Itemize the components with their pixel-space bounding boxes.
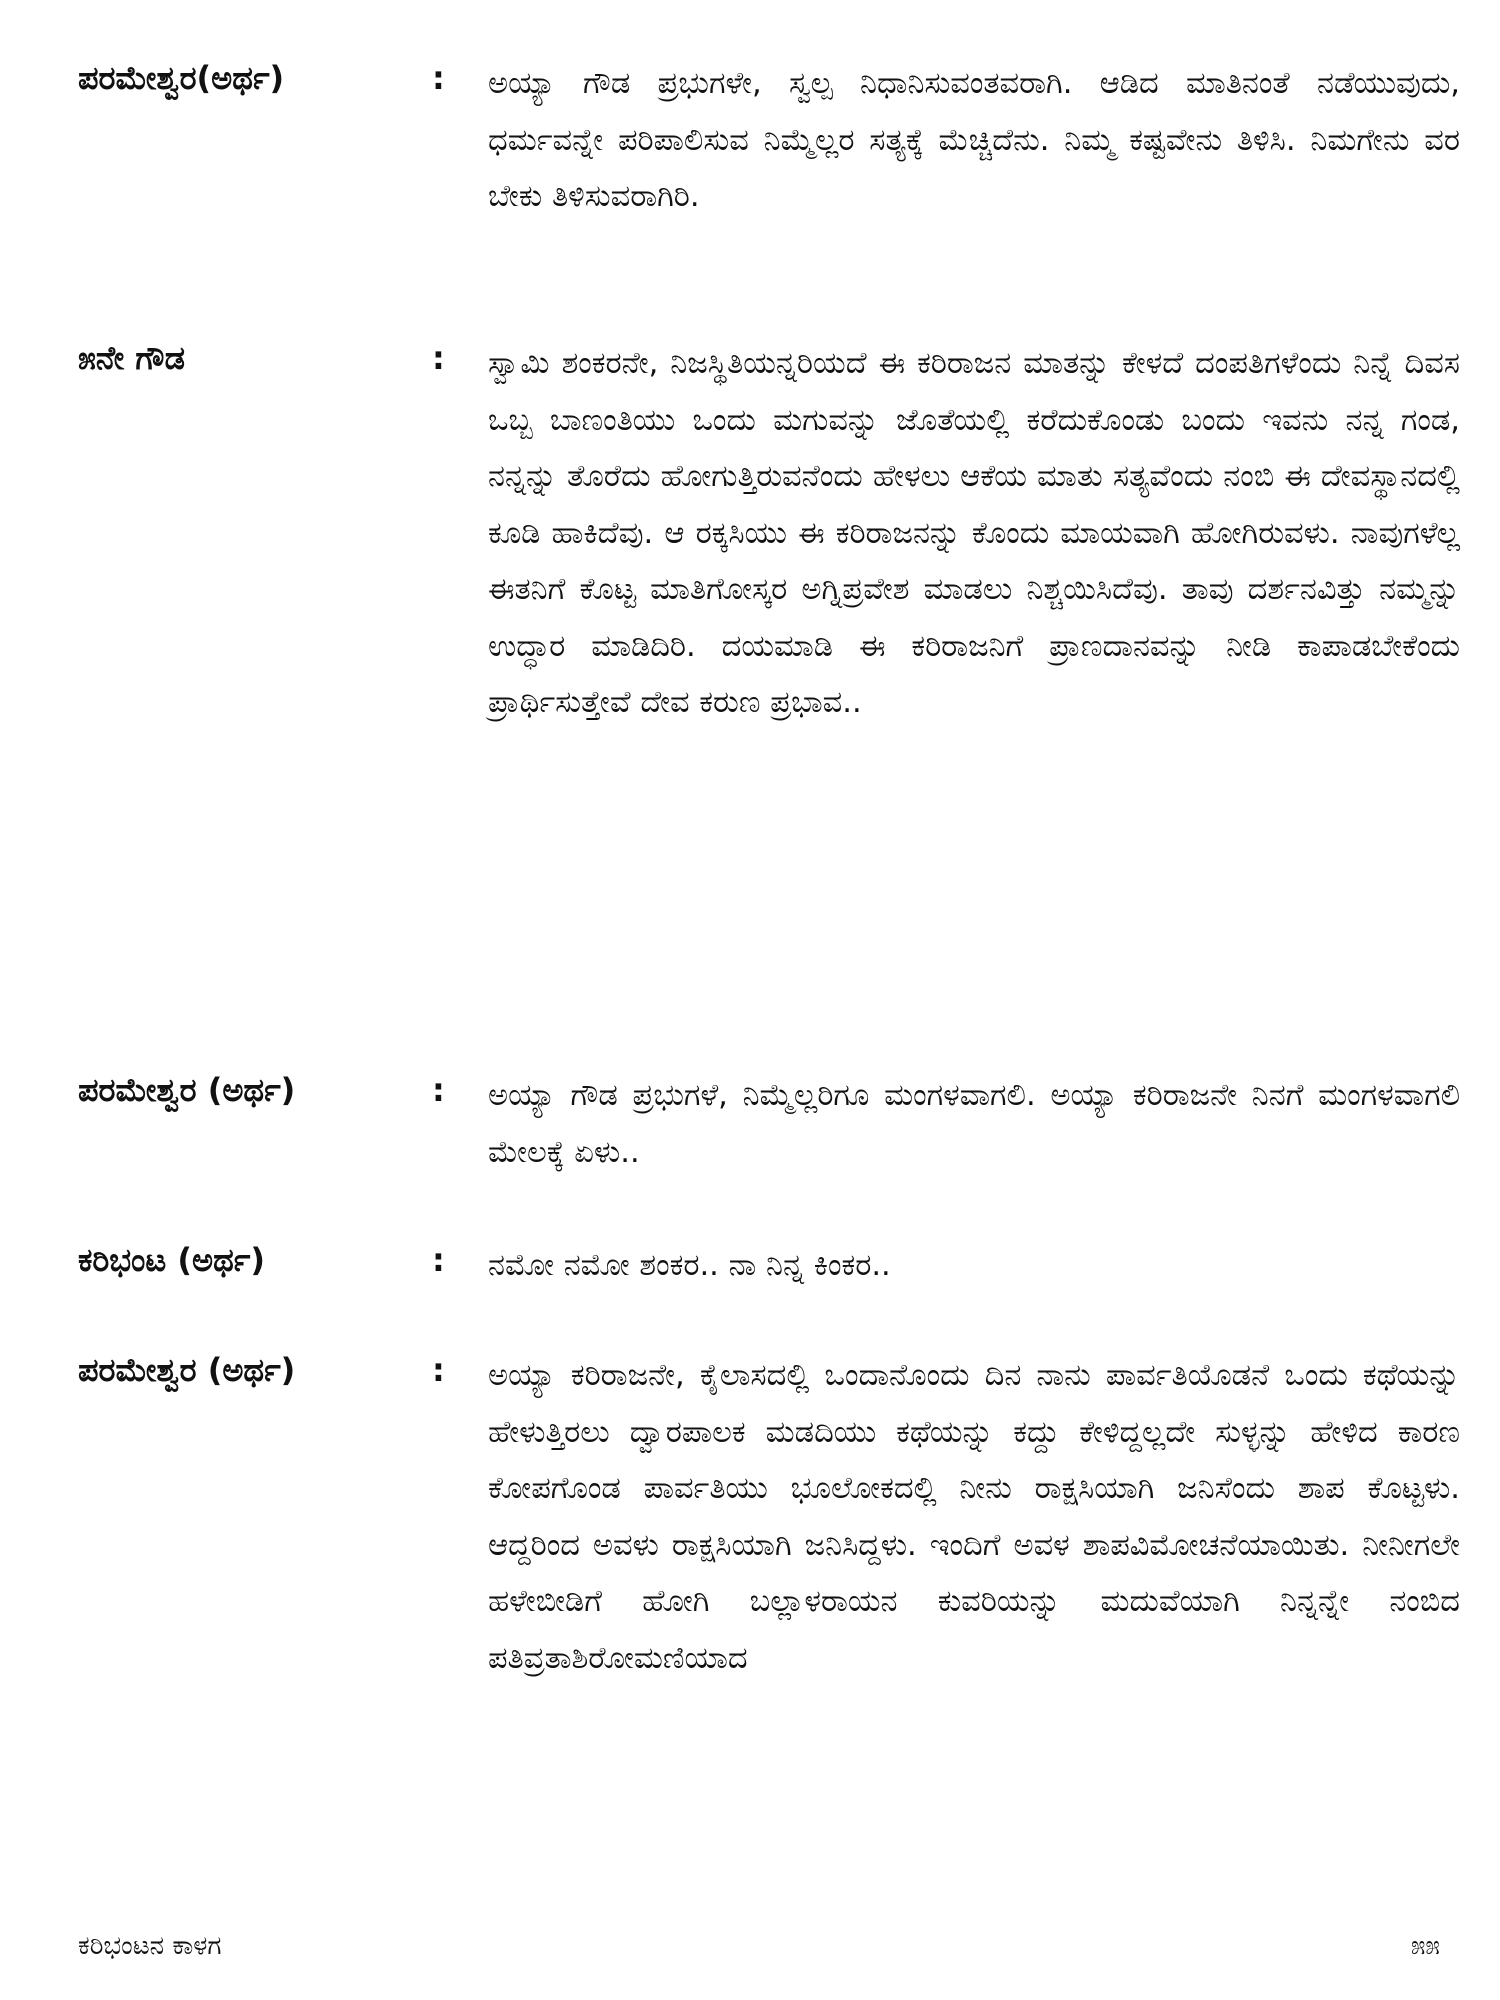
dialogue-text: ಸ್ವಾಮಿ ಶಂಕರನೇ, ನಿಜಸ್ಥಿತಿಯನ್ನರಿಯದೆ ಈ ಕರಿರಾಜನ ಮಾತನ್ನು ಕೇಳದೆ ದಂಪತಿಗಳೆಂದು ನಿನ್ನೆ ದಿವಸ ಒಬ್ಬ ಬಾಣಂತಿಯು ಒಂದು ಮಗುವನ್ನು ಜೊತೆಯಲ್ಲಿ ಕರೆದುಕೊಂಡು ಬಂದು ಇವನು ನನ್ನ ಗಂಡ, ನನ್ನನ್ನು ತೊರೆದು ಹೋಗುತ್ತಿರುವನೆಂದು ಹೇಳಲು ಆಕೆಯ ಮಾತು ಸತ್ಯವೆಂದು ನಂಬಿ ಈ ದೇವಸ್ಥಾನದಲ್ಲಿ ಕೂಡಿ ಹಾಕಿದೆವು. ಆ ರಕ್ಕಸಿಯು ಈ ಕರಿರಾಜನನ್ನು ಕೊಂದು ಮಾಯವಾಗಿ ಹೋಗಿರುವಳು. ನಾವುಗಳೆಲ್ಲ ಈತನಿಗೆ ಕೊಟ್ಟ ಮಾತಿಗೋಸ್ಕರ ಅಗ್ನಿಪ್ರವೇಶ ಮಾಡಲು ನಿಶ್ಚಯಿಸಿದೆವು. ತಾವು ದರ್ಶನವಿತ್ತು ನಮ್ಮನ್ನು ಉದ್ಧಾರ ಮಾಡಿದಿರಿ. ದಯಮಾಡಿ ಈ ಕರಿರಾಜನಿಗೆ ಪ್ರಾಣದಾನವನ್ನು ನೀಡಿ ಕಾಪಾಡಬೇಕೆಂದು ಪ್ರಾರ್ಥಿಸುತ್ತೇವೆ ದೇವ ಕರುಣ ಪ್ರಭಾವ.. — [488, 346, 1460, 720]
dialogue-text: ಅಯ್ಯಾ ಗೌಡ ಪ್ರಭುಗಳೇ, ಸ್ವಲ್ಪ ನಿಧಾನಿಸುವಂತವರಾಗಿ. ಆಡಿದ ಮಾತಿನಂತೆ ನಡೆಯುವುದು, ಧರ್ಮವನ್ನೇ ಪರಿಪಾಲಿಸುವ ನಿಮ್ಮೆಲ್ಲರ ಸತ್ಯಕ್ಕೆ ಮೆಚ್ಚಿದೆನು. ನಿಮ್ಮ ಕಷ್ಟವೇನು ತಿಳಿಸಿ. ನಿಮಗೇನು ವರ ಬೇಕು ತಿಳಿಸುವರಾಗಿರಿ. — [488, 66, 1460, 214]
speaker-colon: : — [432, 339, 445, 377]
dialogue-text: ನಮೋ ನಮೋ ಶಂಕರ.. ನಾ ನಿನ್ನ ಕಿಂಕರ.. — [488, 1248, 891, 1283]
dialogue-text: ಅಯ್ಯಾ ಕರಿರಾಜನೇ, ಕೈಲಾಸದಲ್ಲಿ ಒಂದಾನೊಂದು ದಿನ ನಾನು ಪಾರ್ವತಿಯೊಡನೆ ಒಂದು ಕಥೆಯನ್ನು ಹೇಳುತ್ತಿರಲು ದ್ವಾರಪಾಲಕ ಮಡದಿಯು ಕಥೆಯನ್ನು ಕದ್ದು ಕೇಳಿದ್ದಲ್ಲದೇ ಸುಳ್ಳನ್ನು ಹೇಳಿದ ಕಾರಣ ಕೋಪಗೊಂಡ ಪಾರ್ವತಿಯು ಭೂಲೋಕದಲ್ಲಿ ನೀನು ರಾಕ್ಷಸಿಯಾಗಿ ಜನಿಸೆಂದು ಶಾಪ ಕೊಟ್ಟಳು. ಆದ್ದರಿಂದ ಅವಳು ರಾಕ್ಷಸಿಯಾಗಿ ಜನಿಸಿದ್ದಳು. ಇಂದಿಗೆ ಅವಳ ಶಾಪವಿಮೋಚನೆಯಾಯಿತು. ನೀನೀಗಲೇ ಹಳೇಬೀಡಿಗೆ ಹೋಗಿ ಬಲ್ಲಾಳರಾಯನ ಕುವರಿಯನ್ನು ಮದುವೆಯಾಗಿ ನಿನ್ನನ್ನೇ ನಂಬಿದ ಪತಿವ್ರತಾಶಿರೋಮಣಿಯಾದ — [488, 1358, 1460, 1676]
speaker-name: ಪರಮೇಶ್ವರ (ಅರ್ಥ) — [78, 1351, 296, 1389]
speaker-colon: : — [432, 1241, 445, 1279]
page-number: ೫೫ — [1410, 1931, 1440, 1961]
speaker-name: ಪರಮೇಶ್ವರ(ಅರ್ಥ) — [78, 59, 285, 97]
speaker-colon: : — [432, 59, 445, 97]
speaker-colon: : — [432, 1071, 445, 1109]
speaker-colon: : — [432, 1351, 445, 1389]
footer-book-title: ಕರಿಭಂಟನ ಕಾಳಗ — [78, 1931, 222, 1961]
speaker-name: ಪರಮೇಶ್ವರ (ಅರ್ಥ) — [78, 1071, 296, 1109]
dialogue-text: ಅಯ್ಯಾ ಗೌಡ ಪ್ರಭುಗಳೆ, ನಿಮ್ಮೆಲ್ಲರಿಗೂ ಮಂಗಳವಾಗಲಿ. ಅಯ್ಯಾ ಕರಿರಾಜನೇ ನಿನಗೆ ಮಂಗಳವಾಗಲಿ ಮೇಲಕ್ಕೆ ಏಳು.. — [488, 1078, 1460, 1170]
speaker-name: ೫ನೇ ಗೌಡ — [78, 339, 185, 377]
speaker-name: ಕರಿಭಂಟ (ಅರ್ಥ) — [78, 1241, 265, 1279]
